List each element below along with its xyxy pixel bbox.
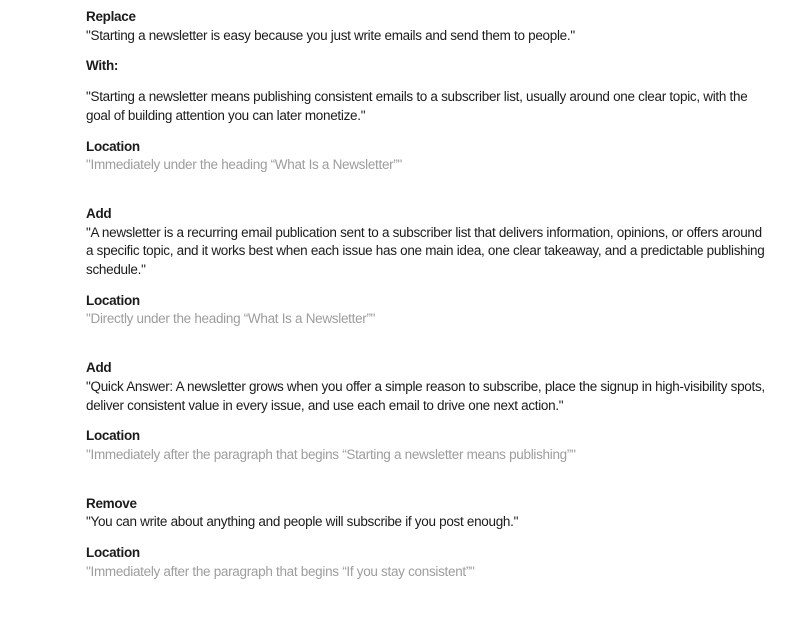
- action-block: [86, 359, 770, 415]
- with-quote-block: [86, 88, 770, 125]
- location-label: Location: [86, 292, 140, 308]
- location-block: [86, 292, 770, 329]
- location-block: [86, 544, 770, 581]
- with-label: With:: [86, 58, 119, 74]
- location-label: Location: [86, 428, 140, 444]
- location-label: Location: [86, 545, 140, 561]
- action-block: [86, 8, 770, 45]
- action-quote: "Quick Answer: A newsletter grows when you offer a simple reason to subscribe, place the signup in high-visibility spots, deliver consistent value in every issue, and use each email to drive one next action.": [86, 378, 765, 413]
- action-label: Remove: [86, 495, 137, 511]
- location-label: Location: [86, 138, 140, 154]
- action-label: Replace: [86, 9, 136, 24]
- edit-section-add-2: [86, 359, 770, 465]
- action-block: [86, 495, 770, 532]
- edit-section-remove: [86, 495, 770, 582]
- with-quote: "Starting a newsletter means publishing consistent emails to a subscriber list, usually around one clear topic, with the goal of building attention you can later monetize.": [86, 89, 748, 123]
- location-quote: "Immediately after the paragraph that begins “Starting a newsletter means publishing”": [86, 446, 576, 462]
- location-block: [86, 427, 770, 464]
- action-block: [86, 205, 770, 280]
- location-quote: "Immediately after the paragraph that begins “If you stay consistent”": [86, 563, 475, 579]
- action-label: Add: [86, 360, 112, 376]
- action-quote: "Starting a newsletter is easy because you just write emails and send them to people.": [86, 27, 575, 43]
- location-quote: "Immediately under the heading “What Is a Newsletter”": [86, 157, 403, 173]
- location-quote: "Directly under the heading “What Is a Newsletter”": [86, 311, 376, 327]
- with-label-block: [86, 57, 770, 76]
- action-quote: "You can write about anything and people will subscribe if you post enough.": [86, 514, 519, 530]
- edit-section-add-1: [86, 205, 770, 329]
- location-block: [86, 138, 770, 175]
- action-quote: "A newsletter is a recurring email publication sent to a subscriber list that delivers information, opinions, or offers around a specific topic, and it works best when each issue has one main idea, one clear takeaway, and a predictable publishing schedule.": [86, 224, 765, 278]
- action-label: Add: [86, 205, 112, 221]
- document-page: [86, 0, 770, 581]
- edit-section-replace: [86, 8, 770, 175]
